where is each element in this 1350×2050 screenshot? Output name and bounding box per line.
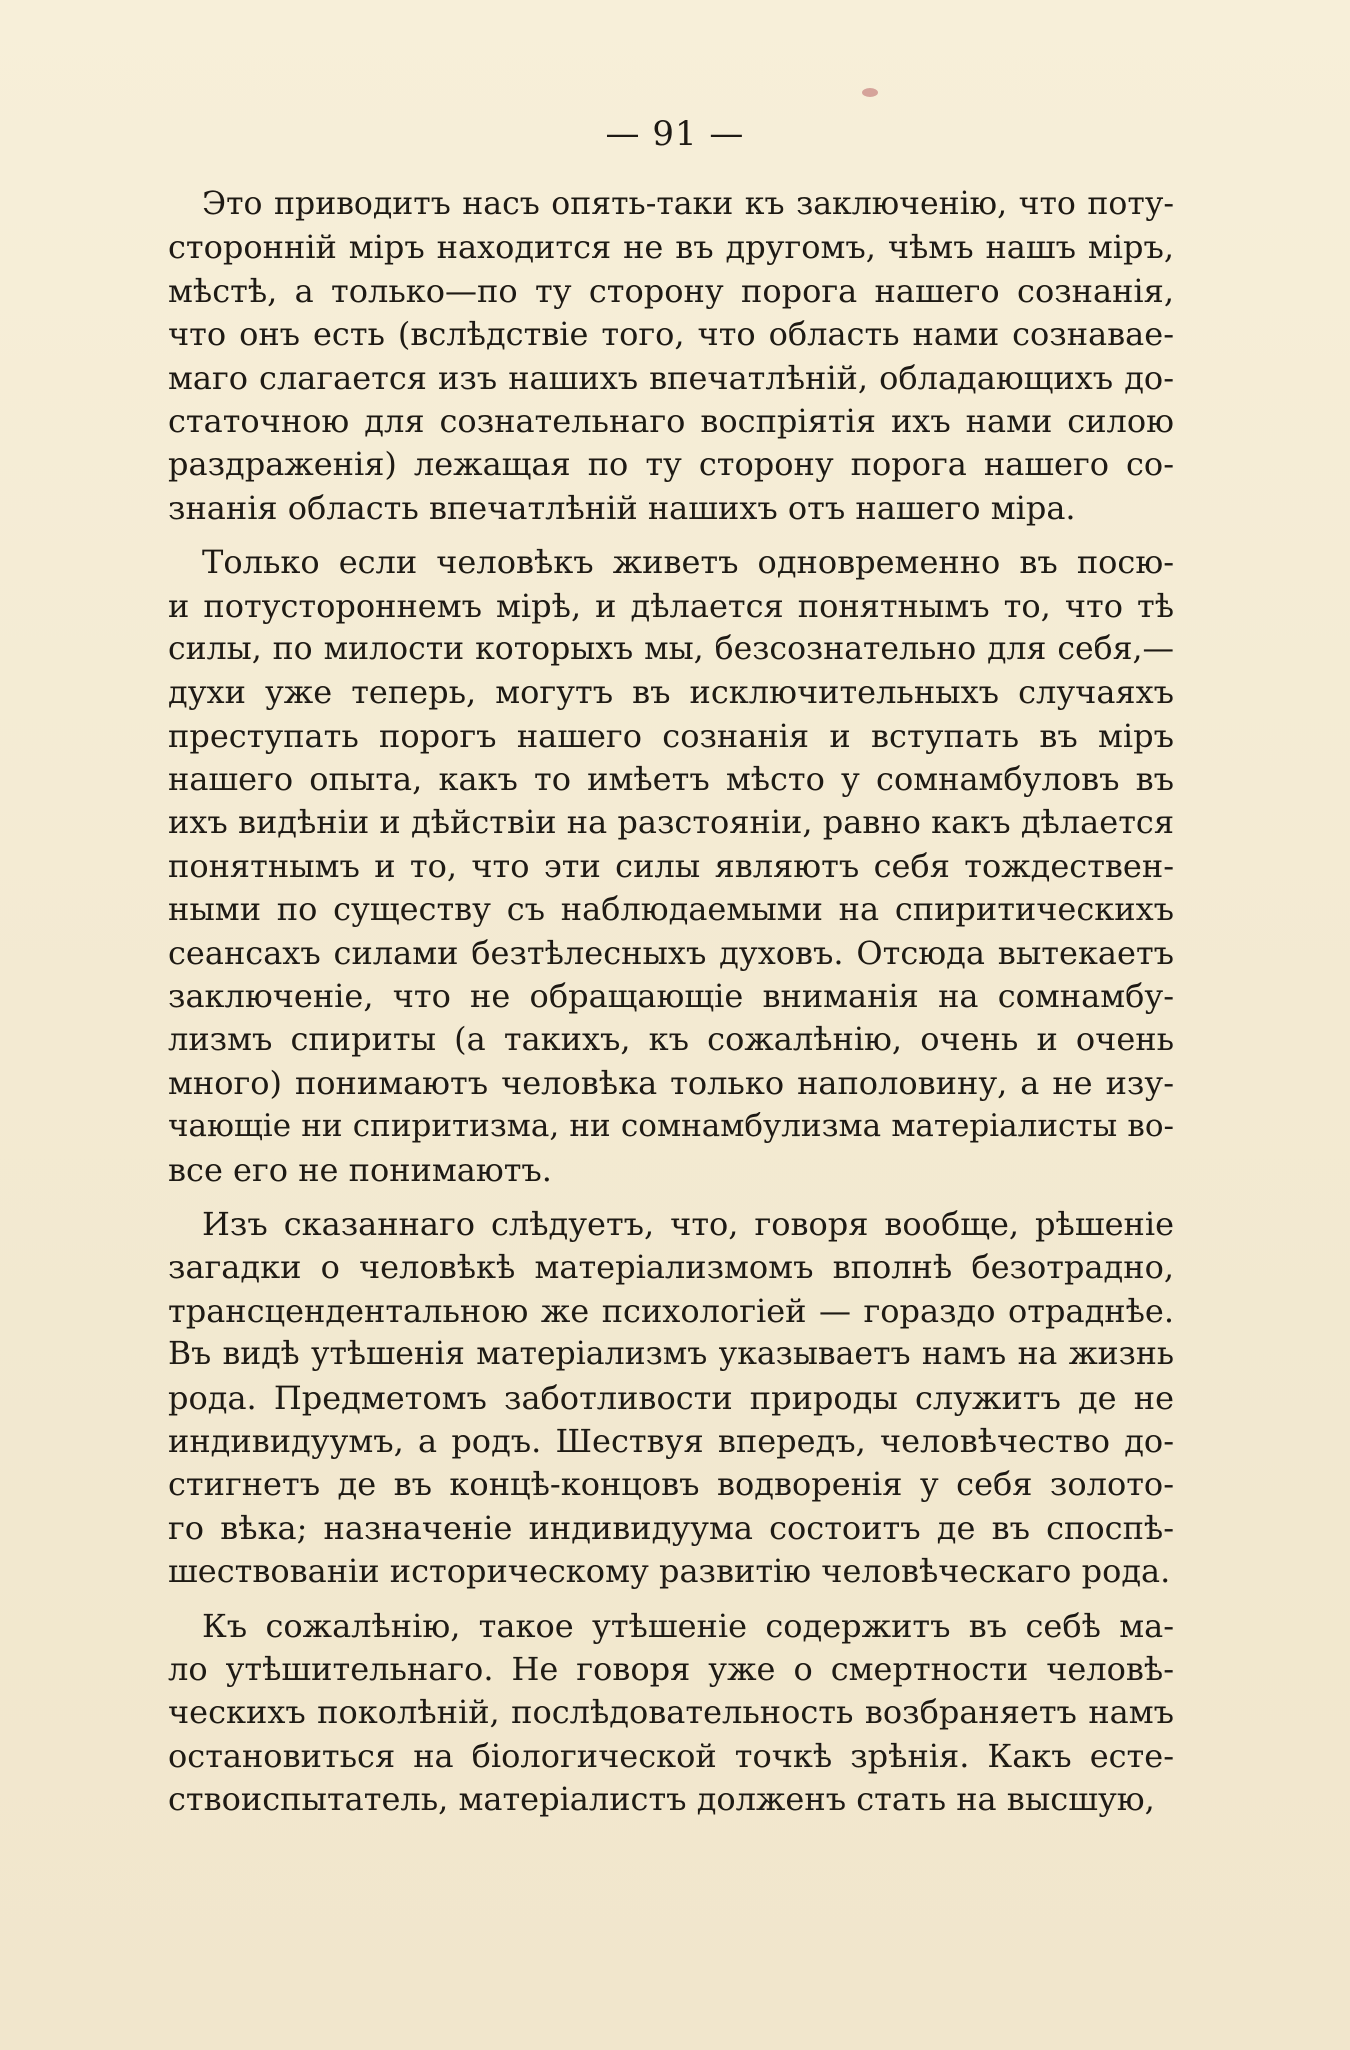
text-line: нашего опыта, какъ то имѣетъ мѣсто у сомнамбуловъ въ bbox=[168, 760, 1174, 799]
text-line: преступать порогъ нашего сознанія и вступать въ міръ bbox=[168, 716, 1174, 755]
text-line: го вѣка; назначеніе индивидуума состоитъ де въ споспѣ- bbox=[168, 1508, 1174, 1547]
paragraph bbox=[168, 1605, 1174, 1822]
paragraph bbox=[168, 541, 1174, 1192]
text-line: знанія область впечатлѣній нашихъ отъ нашего міра. bbox=[168, 488, 1076, 527]
text-line: маго слагается изъ нашихъ впечатлѣній, обладающихъ до- bbox=[168, 358, 1174, 397]
text-line: рода. Предметомъ заботливости природы служитъ де не bbox=[168, 1378, 1174, 1417]
text-line: стигнетъ де въ концѣ-концовъ водворенія у себя золото- bbox=[168, 1465, 1174, 1504]
text-line: что онъ есть (вслѣдствіе того, что область нами сознавае- bbox=[168, 315, 1174, 354]
text-line: понятнымъ и то, что эти силы являютъ себя тождествен- bbox=[168, 846, 1174, 885]
text-line: чающіе ни спиритизма, ни сомнамбулизма матеріалисты во- bbox=[168, 1108, 1174, 1145]
text-line: Это приводитъ насъ опять-таки къ заключенію, что поту- bbox=[202, 186, 1174, 222]
text-line: статочною для сознательнаго воспріятія ихъ нами силою bbox=[168, 401, 1174, 440]
text-line: духи уже теперь, могутъ въ исключительныхъ случаяхъ bbox=[168, 673, 1174, 712]
text-line: ческихъ поколѣній, послѣдовательность возбраняетъ намъ bbox=[168, 1693, 1174, 1732]
text-line: раздраженія) лежащая по ту сторону порога нашего со- bbox=[168, 445, 1174, 484]
text-line: Изъ сказаннаго слѣдуетъ, что, говоря вообще, рѣшеніе bbox=[202, 1204, 1174, 1243]
text-line: заключеніе, что не обращающіе вниманія на сомнамбу- bbox=[168, 977, 1174, 1016]
text-line: лизмъ спириты (а такихъ, къ сожалѣнію, очень и очень bbox=[168, 1020, 1174, 1059]
text-line: остановиться на біологической точкѣ зрѣнія. Какъ есте- bbox=[168, 1736, 1174, 1775]
text-line: Только если человѣкъ живетъ одновременно въ посю- bbox=[202, 543, 1174, 582]
text-line: индивидуумъ, а родъ. Шествуя впередъ, человѣчество до- bbox=[168, 1421, 1174, 1460]
text-line: силы, по милости которыхъ мы, безсознательно для себя,— bbox=[168, 630, 1174, 667]
paragraph bbox=[168, 1203, 1174, 1594]
text-line: и потустороннемъ мірѣ, и дѣлается понятнымъ то, что тѣ bbox=[168, 586, 1174, 625]
text-line: много) понимаютъ человѣка только наполовину, а не изу- bbox=[168, 1063, 1174, 1102]
paragraph bbox=[168, 183, 1174, 530]
text-line: сторонній міръ находится не въ другомъ, чѣмъ нашъ міръ, bbox=[168, 228, 1174, 267]
text-line: ло утѣшительнаго. Не говоря уже о смертности человѣ- bbox=[168, 1649, 1174, 1688]
text-line: загадки о человѣкѣ матеріализмомъ вполнѣ безотрадно, bbox=[168, 1248, 1174, 1287]
ink-spot bbox=[862, 88, 878, 97]
text-line: сеансахъ силами безтѣлесныхъ духовъ. Отсюда вытекаетъ bbox=[168, 933, 1174, 972]
text-line: ствоиспытатель, матеріалистъ долженъ стать на высшую, bbox=[168, 1780, 1155, 1819]
text-line: Къ сожалѣнію, такое утѣшеніе содержитъ въ себѣ ма- bbox=[202, 1606, 1174, 1645]
text-line: мѣстѣ, а только—по ту сторону порога нашего сознанія, bbox=[168, 271, 1174, 310]
page-number: — 91 — bbox=[605, 114, 745, 154]
text-line: ными по существу съ наблюдаемыми на спиритическихъ bbox=[168, 890, 1174, 929]
text-line: ихъ видѣніи и дѣйствіи на разстояніи, равно какъ дѣлается bbox=[168, 803, 1174, 842]
body-text bbox=[168, 183, 1174, 1821]
text-line: трансцендентальною же психологіей — гораздо отраднѣе. bbox=[168, 1291, 1174, 1330]
text-line: все его не понимаютъ. bbox=[168, 1150, 552, 1189]
text-line: Въ видѣ утѣшенія матеріализмъ указываетъ намъ на жизнь bbox=[168, 1336, 1174, 1373]
text-line: шествованіи историческому развитію человѣческаго рода. bbox=[168, 1552, 1171, 1591]
